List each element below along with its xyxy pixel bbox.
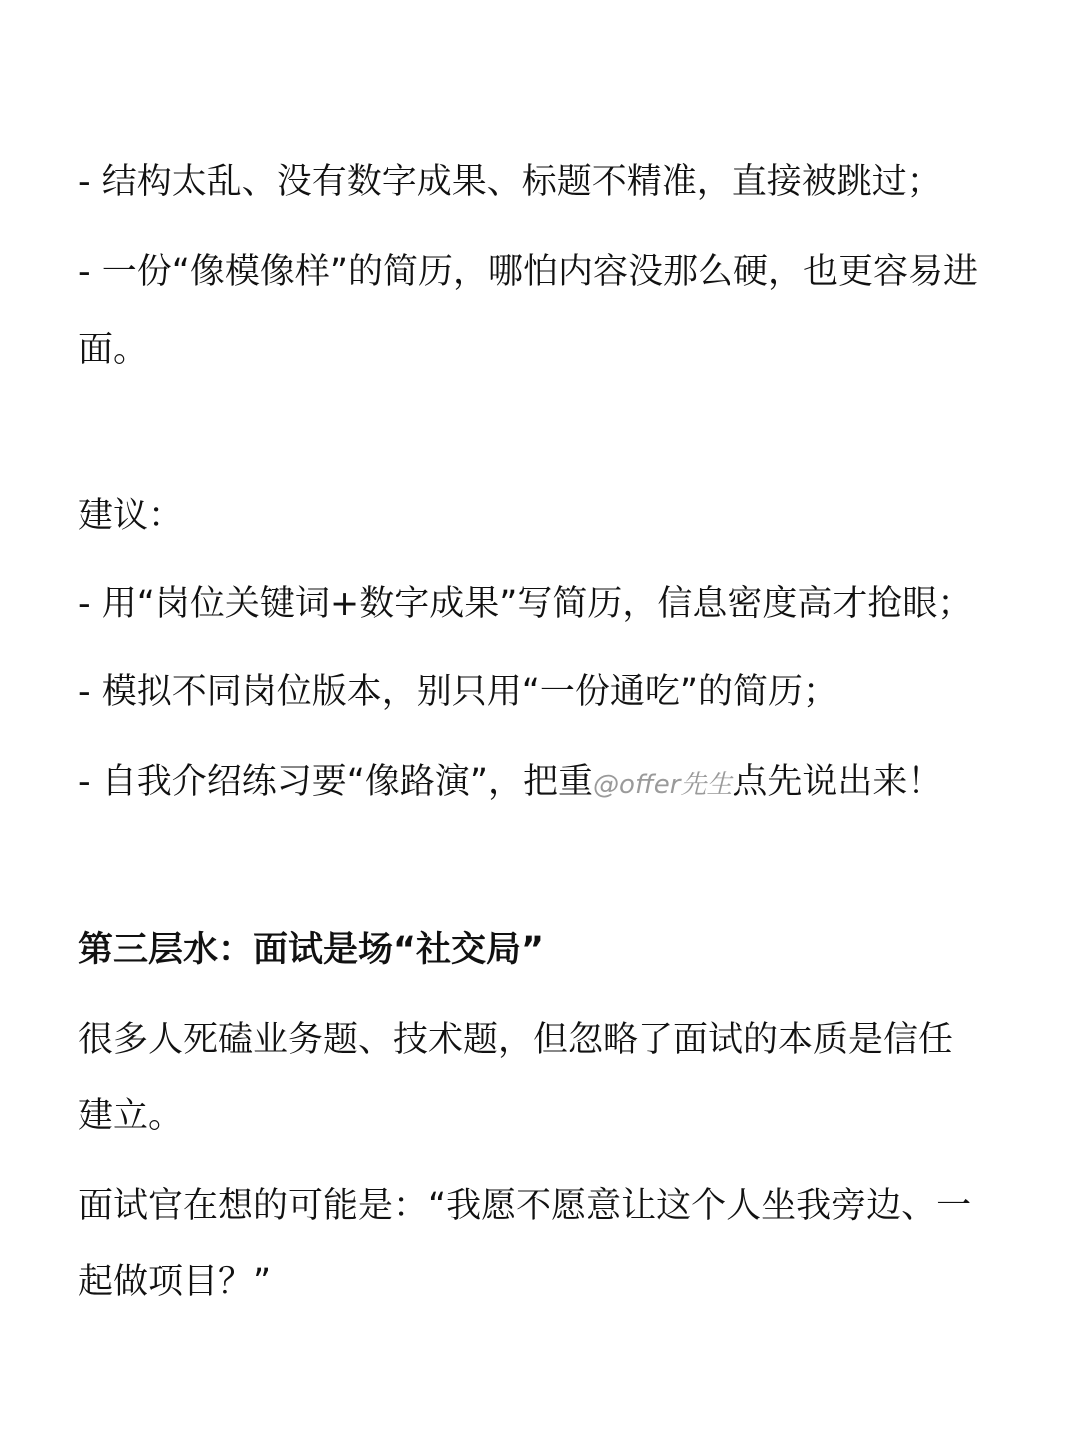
advice-label: 建议：: [78, 496, 184, 536]
watermark: @offer先生: [593, 770, 733, 800]
paragraph-interview-essence-line-2: 建立。: [78, 1096, 184, 1136]
bullet-resume-presentable-line-2: 面。: [78, 330, 149, 370]
advice-item-keywords: - 用“岗位关键词+数字成果”写简历，信息密度高才抢眼；: [78, 584, 973, 624]
paragraph-interviewer-thought-line-2: 起做项目？”: [78, 1262, 272, 1302]
advice-item-pitch-after: 点先说出来！: [732, 762, 943, 802]
bullet-resume-messy: - 结构太乱、没有数字成果、标题不精准，直接被跳过；: [78, 162, 942, 202]
bullet-resume-presentable-line-1: - 一份“像模像样”的简历，哪怕内容没那么硬，也更容易进: [78, 252, 979, 292]
advice-item-pitch: [78, 760, 1018, 807]
paragraph-interviewer-thought-line-1: 面试官在想的可能是：“我愿不愿意让这个人坐我旁边、一: [78, 1186, 972, 1226]
paragraph-interview-essence-line-1: 很多人死磕业务题、技术题，但忽略了面试的本质是信任: [78, 1020, 954, 1060]
advice-item-pitch-before: - 自我介绍练习要“像路演”，把重: [78, 762, 594, 802]
advice-item-versions: - 模拟不同岗位版本，别只用“一份通吃”的简历；: [78, 672, 839, 712]
section-heading: 第三层水：面试是场“社交局”: [78, 930, 545, 970]
